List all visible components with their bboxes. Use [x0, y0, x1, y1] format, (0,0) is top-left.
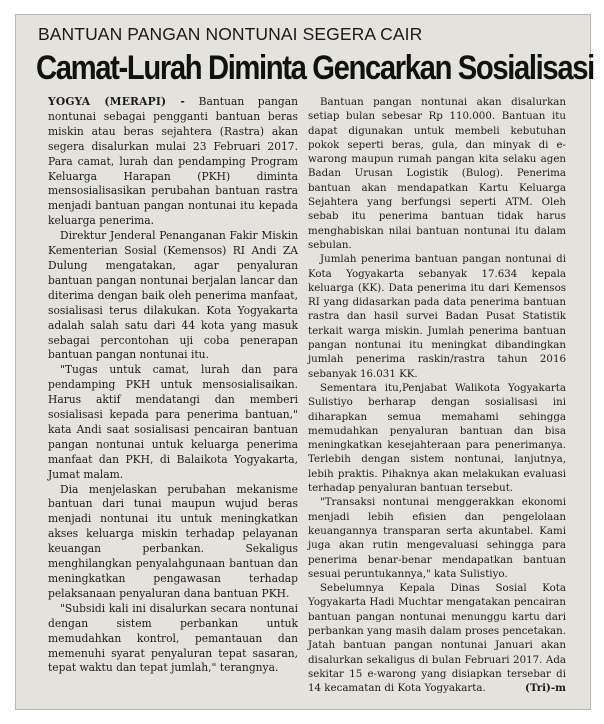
- article-paragraph: "Subsidi kali ini disalurkan secara nontunai dengan sistem perbankan untuk memudahkan kontrol, pemantauan dan memenuhi syarat penyaluran tepat sasaran, tepat waktu dan tepat jumlah," terangnya.: [48, 601, 298, 675]
- article-kicker: BANTUAN PANGAN NONTUNAI SEGERA CAIR: [38, 24, 423, 44]
- article-column-right: [308, 95, 566, 695]
- byline: (Tri)-m: [525, 682, 566, 695]
- article-paragraph: Direktur Jenderal Penanganan Fakir Miskin Kementerian Sosial (Kemensos) RI Andi ZA Dulung mengatakan, agar penyaluran bantuan pangan nontunai berjalan lancar dan diterima dengan baik oleh penerima manfaat, sosialisasi terus dilakukan. Kota Yogyakarta adalah salah satu dari 44 kota yang masuk sebagai percontohan uji coba penerapan bantuan pangan nontunai itu.: [48, 229, 298, 362]
- article-paragraph: YOGYA (MERAPI) - Bantuan pangan nontunai sebagai pengganti bantuan beras miskin atau beras sejahtera (Rastra) akan segera disalurkan mulai 23 Februari 2017. Para camat, lurah dan pendamping Program Keluarga Harapan (PKH) diminta mensosialisasikan perubahan bantuan rastra menjadi bantuan pangan nontunai itu kepada keluarga penerima.: [48, 95, 298, 228]
- dateline: YOGYA (MERAPI) -: [48, 95, 186, 108]
- article-paragraph: Jumlah penerima bantuan pangan nontunai di Kota Yogyakarta sebanyak 17.634 kepala keluarga (KK). Data penerima itu dari Kemensos RI yang didasarkan pada data penerima bantuan rastra dan hasil survei Badan Pusat Statistik terkait warga miskin. Jumlah penerima bantuan pangan nontunai itu meningkat dibandingkan jumlah penerima raskin/rastra tahun 2016 sebanyak 16.031 KK.: [308, 253, 566, 380]
- article-paragraph: "Tugas untuk camat, lurah dan para pendamping PKH untuk mensosialisaikan. Harus aktif mendatangi dan memberi sosialisasi kepada para penerima bantuan," kata Andi saat sosialisasi pencairan bantuan pangan nontunai untuk keluarga penerima manfaat dan PKH, di Balaikota Yogyakarta, Jumat malam.: [48, 363, 298, 481]
- article-paragraph: Sementara itu,Penjabat Walikota Yogyakarta Sulistiyo berharap dengan sosialisasi ini diharapkan semua memahami sehingga memudahkan penyaluran bantuan dan bisa meningkatkan kesejahteraan para penerimanya. Terlebih dengan sistem nontunai, lanjutnya, lebih praktis. Pihaknya akan melakukan evaluasi terhadap penyaluran bantuan tersebut.: [308, 381, 566, 495]
- article-headline: Camat-Lurah Diminta Gencarkan Sosialisasi: [36, 49, 594, 87]
- article-paragraph: "Transaksi nontunai menggerakkan ekonomi menjadi lebih efisien dan pengelolaan keuangannya transparan serta akuntabel. Kami juga akan rutin mengevaluasi sehingga para penerima benar-benar mendapatkan bantuan sesuai peruntukannya," kata Sulistiyo.: [308, 496, 566, 580]
- article-paragraph: Bantuan pangan nontunai akan disalurkan setiap bulan sebesar Rp 110.000. Bantuan itu dapat digunakan untuk membeli kebutuhan pokok seperti beras, gula, dan minyak di e-warong maupun rumah pangan kita selaku agen Badan Urusan Logistik (Bulog). Penerima bantuan akan mendapatkan Kartu Keluarga Sejahtera yang berfungsi seperti ATM. Oleh sebab itu penerima bantuan tidak harus menghabiskan nilai bantuan nontunai itu dalam sebulan.: [308, 96, 566, 251]
- article-paragraph: Dia menjelaskan perubahan mekanisme bantuan dari tunai maupun wujud beras menjadi nontunai itu untuk meningkatkan akses keluarga miskin terhadap pelayanan keuangan perbankan. Sekaligus menghilangkan penyalahgunaan bantuan dan meningkatkan pengawasan terhadap pelaksanaan penyaluran dana bantuan PKH.: [48, 482, 298, 600]
- article-paragraph: Sebelumnya Kepala Dinas Sosial Kota Yogyakarta Hadi Muchtar mengatakan pencairan bantuan pangan nontunai menunggu kartu dari perbankan yang masih dalam proses pencetakan. Jatah bantuan pangan nontunai Januari akan disalurkan sekaligus di bulan Februari 2017. Ada sekitar 15 e-warong yang disiapkan tersebar di 14 kecamatan di Kota Yogyakarta.: [308, 582, 566, 695]
- article-column-left: [48, 95, 298, 676]
